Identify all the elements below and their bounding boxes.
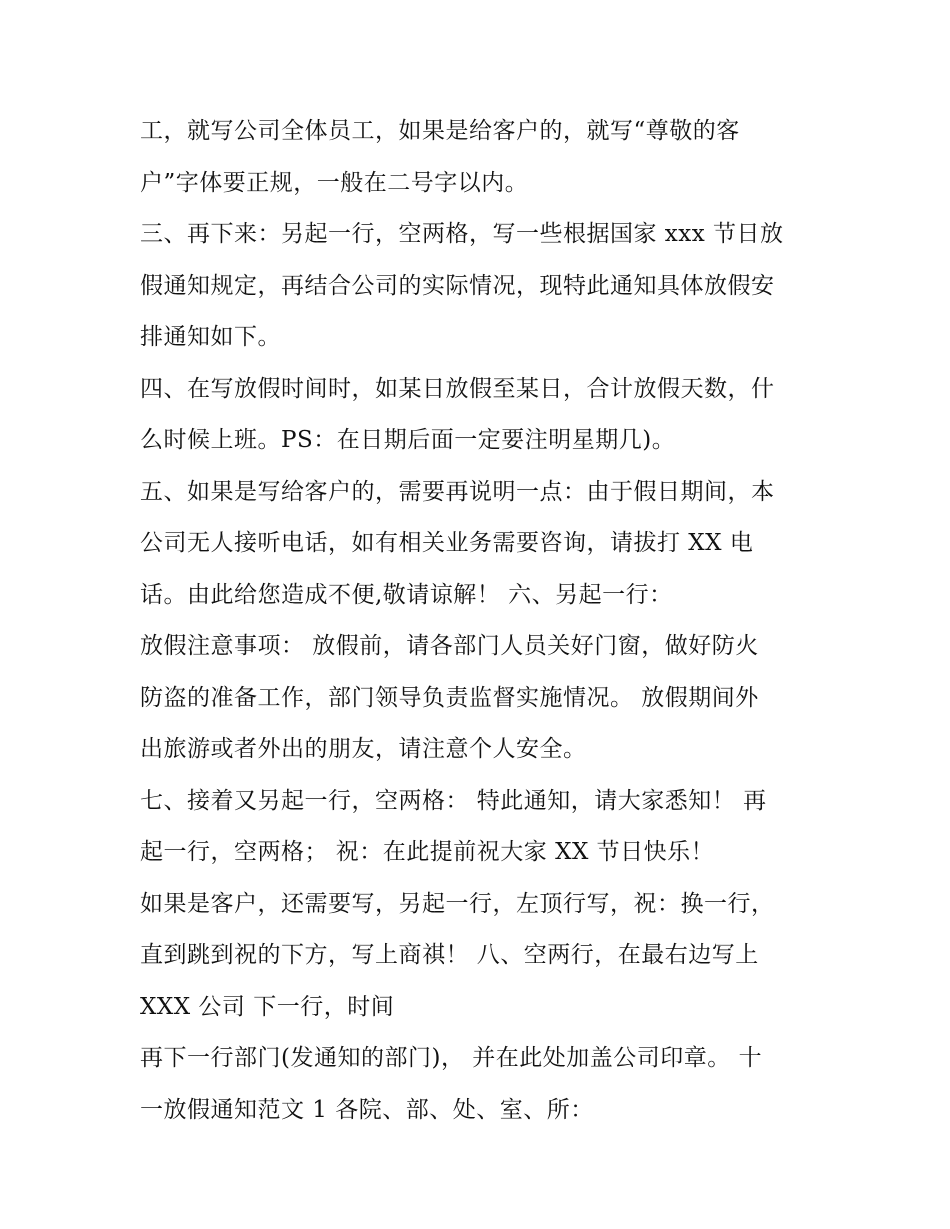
text-line: 防盗的准备工作，部门领导负责监督实施情况。 放假期间外 <box>140 684 759 711</box>
text-line: 一放假通知范文 1 各院、部、处、室、所： <box>140 1096 594 1123</box>
text-line: 直到跳到祝的下方，写上商祺！ 八、空两行，在最右边写上 <box>140 942 759 968</box>
text-line: 公司无人接听电话，如有相关业务需要咨询，请拔打 XX 电 <box>140 530 754 556</box>
text-line: XXX 公司 下一行，时间 <box>140 993 395 1020</box>
text-line: 四、在写放假时间时，如某日放假至某日，合计放假天数，什 <box>140 375 775 402</box>
text-line: 么时候上班。PS：在日期后面一定要注明星期几)。 <box>140 427 676 453</box>
text-line: 放假注意事项： 放假前，请各部门人员关好门窗，做好防火 <box>140 633 759 659</box>
text-line: 再下一行部门(发通知的部门)， 并在此处加盖公司印章。 十 <box>140 1045 763 1071</box>
text-line: 出旅游或者外出的朋友，请注意个人安全。 <box>140 736 587 762</box>
text-line: 七、接着又另起一行，空两格： 特此通知，请大家悉知！ 再 <box>140 787 767 814</box>
text-line: 如果是客户，还需要写，另起一行，左顶行写，祝：换一行， <box>140 890 775 917</box>
text-line: 排通知如下。 <box>140 324 281 350</box>
text-line: 三、再下来：另起一行，空两格，写一些根据国家 xxx 节日放 <box>140 221 784 247</box>
text-line: 五、如果是写给客户的，需要再说明一点：由于假日期间，本 <box>140 478 775 505</box>
text-line: 工，就写公司全体员工，如果是给客户的，就写“尊敬的客 <box>140 118 740 144</box>
text-line: 户”字体要正规，一般在二号字以内。 <box>140 169 529 196</box>
text-line: 话。由此给您造成不便,敬请谅解！ 六、另起一行： <box>140 581 673 608</box>
text-line: 假通知规定，再结合公司的实际情况，现特此通知具体放假安 <box>140 272 775 299</box>
document-body <box>140 106 830 1136</box>
text-line: 起一行，空两格； 祝：在此提前祝大家 XX 节日快乐！ <box>140 839 715 865</box>
